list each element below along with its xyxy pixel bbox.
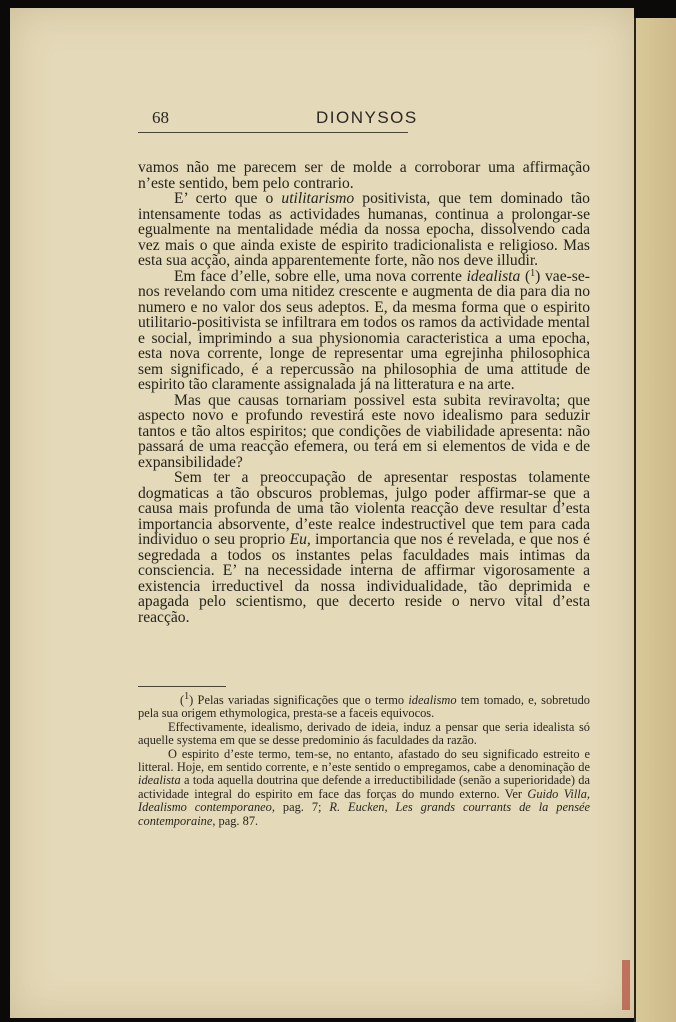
- next-page-edge: [636, 18, 676, 1022]
- page-edge-stain: [622, 960, 630, 1010]
- footnote-1-continuation-b: O espirito d’este termo, tem-se, no entanto, afastado do seu significado estreito e litteral. Hoje, em sentido corrente, e n’este sentido o empregamos, cabe a denominação de idealista a toda aquella doutrina que defende a irreductibilidade (senão a superioridade) da actividade integral do espirito em face das forças do mundo externo. Ver Guido Villa, Idealismo contemporaneo, pag. 7; R. Eucken, Les grands courrants de la pensée contemporaine, pag. 87.: [138, 746, 591, 828]
- paragraph-1: vamos não me parecem ser de molde a corroborar uma affirmação n’este sentido, bem pelo contrario.: [138, 159, 590, 192]
- paragraph-5: Sem ter a preoccupação de apresentar respostas tolamente dogmaticas a tão obscuros problemas, julgo poder affirmar-se que a causa mais profunda de uma tão violenta reacção deve resultar d’esta importancia absorvente, d’este realce indestructivel que tem para cada individuo o seu proprio Eu, importancia que nos é revelada, e que nos é segredada a todos os instantes pelas faculdades mais intimas da consciencia. E’ na necessidade interna de affirmar vigorosamente a existencia irreductivel da nossa individualidade, tão deprimida e apagada pelo scientismo, que decerto reside o nervo vital d’esta reacção.: [138, 469, 590, 626]
- body-text: [138, 160, 590, 625]
- footnote-1: ($^1$) Pelas variadas significações que o termo idealismo tem tomado, e, sobretudo pela sua origem ethymologica, presta-se a faceis equivocos.: [138, 691, 590, 721]
- page-header: [138, 108, 418, 133]
- page-number: 68: [152, 108, 169, 127]
- paragraph-3: Em face d’elle, sobre elle, uma nova corrente idealista ($^1$) vae-se-nos revelando com uma nitidez crescente e augmenta de dia para dia no numero e no valor dos seus adeptos. E, da mesma forma que o espirito utilitario-positivista se infiltrara em todos os ramos da actividade mental e social, imprimindo a sua physionomia caracteristica a uma epocha, esta nova corrente, longe de representar uma egrejinha philosophica sem significado, é a repercussão na philosophia de uma attitude de espirito tão claramente assignalada já na litteratura e na arte.: [138, 267, 590, 393]
- footnote-1-continuation-a: Effectivamente, idealismo, derivado de ideia, induz a pensar que seria idealista só aquelle systema em que se desse predominio ás faculdades da razão.: [138, 719, 590, 748]
- paragraph-2: E’ certo que o utilitarismo positivista, que tem dominado tão intensamente todas as actividades humanas, continua a prolongar-se egualmente na mentalidade média da nossa epocha, dissolvendo cada vez mais o que ainda existe de espirito tradicionalista e religioso. Mas esta sua acção, ainda apparentemente forte, não nos deve illudir.: [138, 190, 590, 269]
- running-title: DIONYSOS: [316, 108, 418, 127]
- footnote-separator: [138, 686, 226, 687]
- footnotes: [138, 691, 591, 828]
- paragraph-4: Mas que causas tornariam possivel esta subita reviravolta; que aspecto novo e profundo revestirá este novo idealismo para seduzir tantos e tão altos espiritos; que condições de viabilidade apresenta: não passará de uma reacção efemera, ou terá em si elementos de vida e de expansibilidade?: [138, 391, 590, 471]
